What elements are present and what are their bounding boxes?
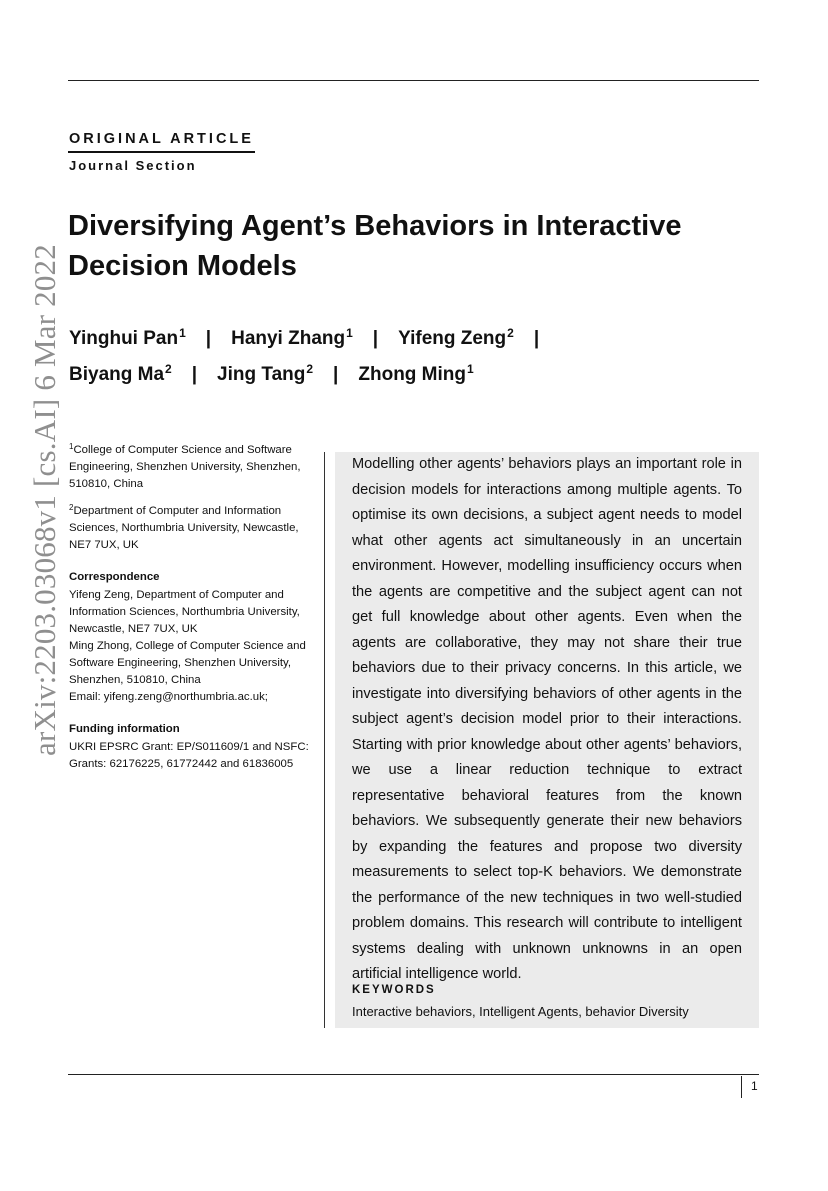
author-name: Zhong Ming <box>358 364 467 385</box>
affiliation-number: 2 <box>69 503 74 512</box>
author-affiliation-mark: 1 <box>179 326 186 340</box>
author-separator: | <box>372 328 379 349</box>
funding-text: UKRI EPSRC Grant: EP/S011609/1 and NSFC: Grants: 62176225, 61772442 and 61836005 <box>69 741 309 770</box>
author-name: Yinghui Pan <box>69 328 179 349</box>
paper-title: Diversifying Agent’s Behaviors in Interactive Decision Models <box>68 210 682 282</box>
footer-rule <box>68 1074 759 1075</box>
correspondence-heading: Correspondence <box>69 571 160 583</box>
affiliation-number: 1 <box>69 442 74 451</box>
author <box>217 364 313 385</box>
keywords-text: Interactive behaviors, Intelligent Agents, behavior Diversity <box>352 1004 689 1019</box>
author-name: Biyang Ma <box>69 364 165 385</box>
author <box>398 328 514 349</box>
author-separator: | <box>333 364 339 385</box>
article-type-label: ORIGINAL ARTICLE <box>69 131 254 147</box>
author-separator: | <box>533 328 540 349</box>
affiliation-text: College of Computer Science and Software Engineering, Shenzhen University, Shenzhen, 510810, China <box>69 444 301 490</box>
author-name: Jing Tang <box>217 364 306 385</box>
page-number: 1 <box>751 1079 758 1093</box>
affiliation <box>69 438 309 493</box>
author-affiliation-mark: 2 <box>507 326 514 340</box>
correspondence-entry: Ming Zhong, College of Computer Science and Software Engineering, Shenzhen University, Shenzhen, 510810, China <box>69 640 306 686</box>
author-separator: | <box>205 328 212 349</box>
author <box>69 328 186 349</box>
author-separator: | <box>191 364 198 385</box>
author-line <box>69 326 559 350</box>
arxiv-stamp: arXiv:2203.03068v1 [cs.AI] 6 Mar 2022 <box>27 244 62 756</box>
abstract-text: Modelling other agents’ behaviors plays an important role in decision models for interactions among multiple agents. To optimise its own decisions, a subject agent needs to model what other agents act simultaneously in an uncertain environment. However, modelling insufficiency occurs when the agents are competitive and the subject agent can not get full knowledge about other agents. Even when the agents are collaborative, they may not share their true behaviors due to their privacy concerns. In this article, we investigate into diversifying behaviors of other agents in the subject agent’s decision model prior to their interactions. Starting with prior knowledge about other agents’ behaviors, we use a linear reduction technique to extract representative behavioral features from the known behaviors. We subsequently generate their new behaviors by expanding the features and propose two diversity measurements to select top-K behaviors. We demonstrate the performance of the new techniques in two well-studied problem domains. This research will contribute to intelligent systems dealing with unknown unknowns in an open artificial intelligence world. <box>352 456 742 982</box>
funding-heading: Funding information <box>69 723 180 735</box>
page-number-separator <box>741 1076 742 1098</box>
keywords-heading: KEYWORDS <box>352 984 436 996</box>
author-line <box>69 362 474 386</box>
author <box>69 364 172 385</box>
journal-section-label: Journal Section <box>69 158 197 173</box>
author <box>358 364 473 385</box>
column-divider <box>324 452 325 1028</box>
top-rule <box>68 80 759 81</box>
author-affiliation-mark: 2 <box>165 362 172 376</box>
correspondence-email: Email: yifeng.zeng@northumbria.ac.uk; <box>69 691 268 703</box>
author <box>231 328 353 349</box>
author-affiliation-mark: 1 <box>467 362 474 376</box>
author-affiliation-mark: 1 <box>346 326 353 340</box>
correspondence-entry: Yifeng Zeng, Department of Computer and Information Sciences, Northumbria University, Newcastle, NE7 7UX, UK <box>69 589 300 635</box>
author-name: Hanyi Zhang <box>231 328 346 349</box>
article-type-underline <box>68 151 255 153</box>
abstract-box <box>335 452 759 1028</box>
affiliation <box>69 499 309 554</box>
affiliation-text: Department of Computer and Information Sciences, Northumbria University, Newcastle, NE7 7UX, UK <box>69 505 299 551</box>
left-info-column <box>69 438 309 773</box>
author-name: Yifeng Zeng <box>398 328 507 349</box>
author-affiliation-mark: 2 <box>306 362 314 376</box>
